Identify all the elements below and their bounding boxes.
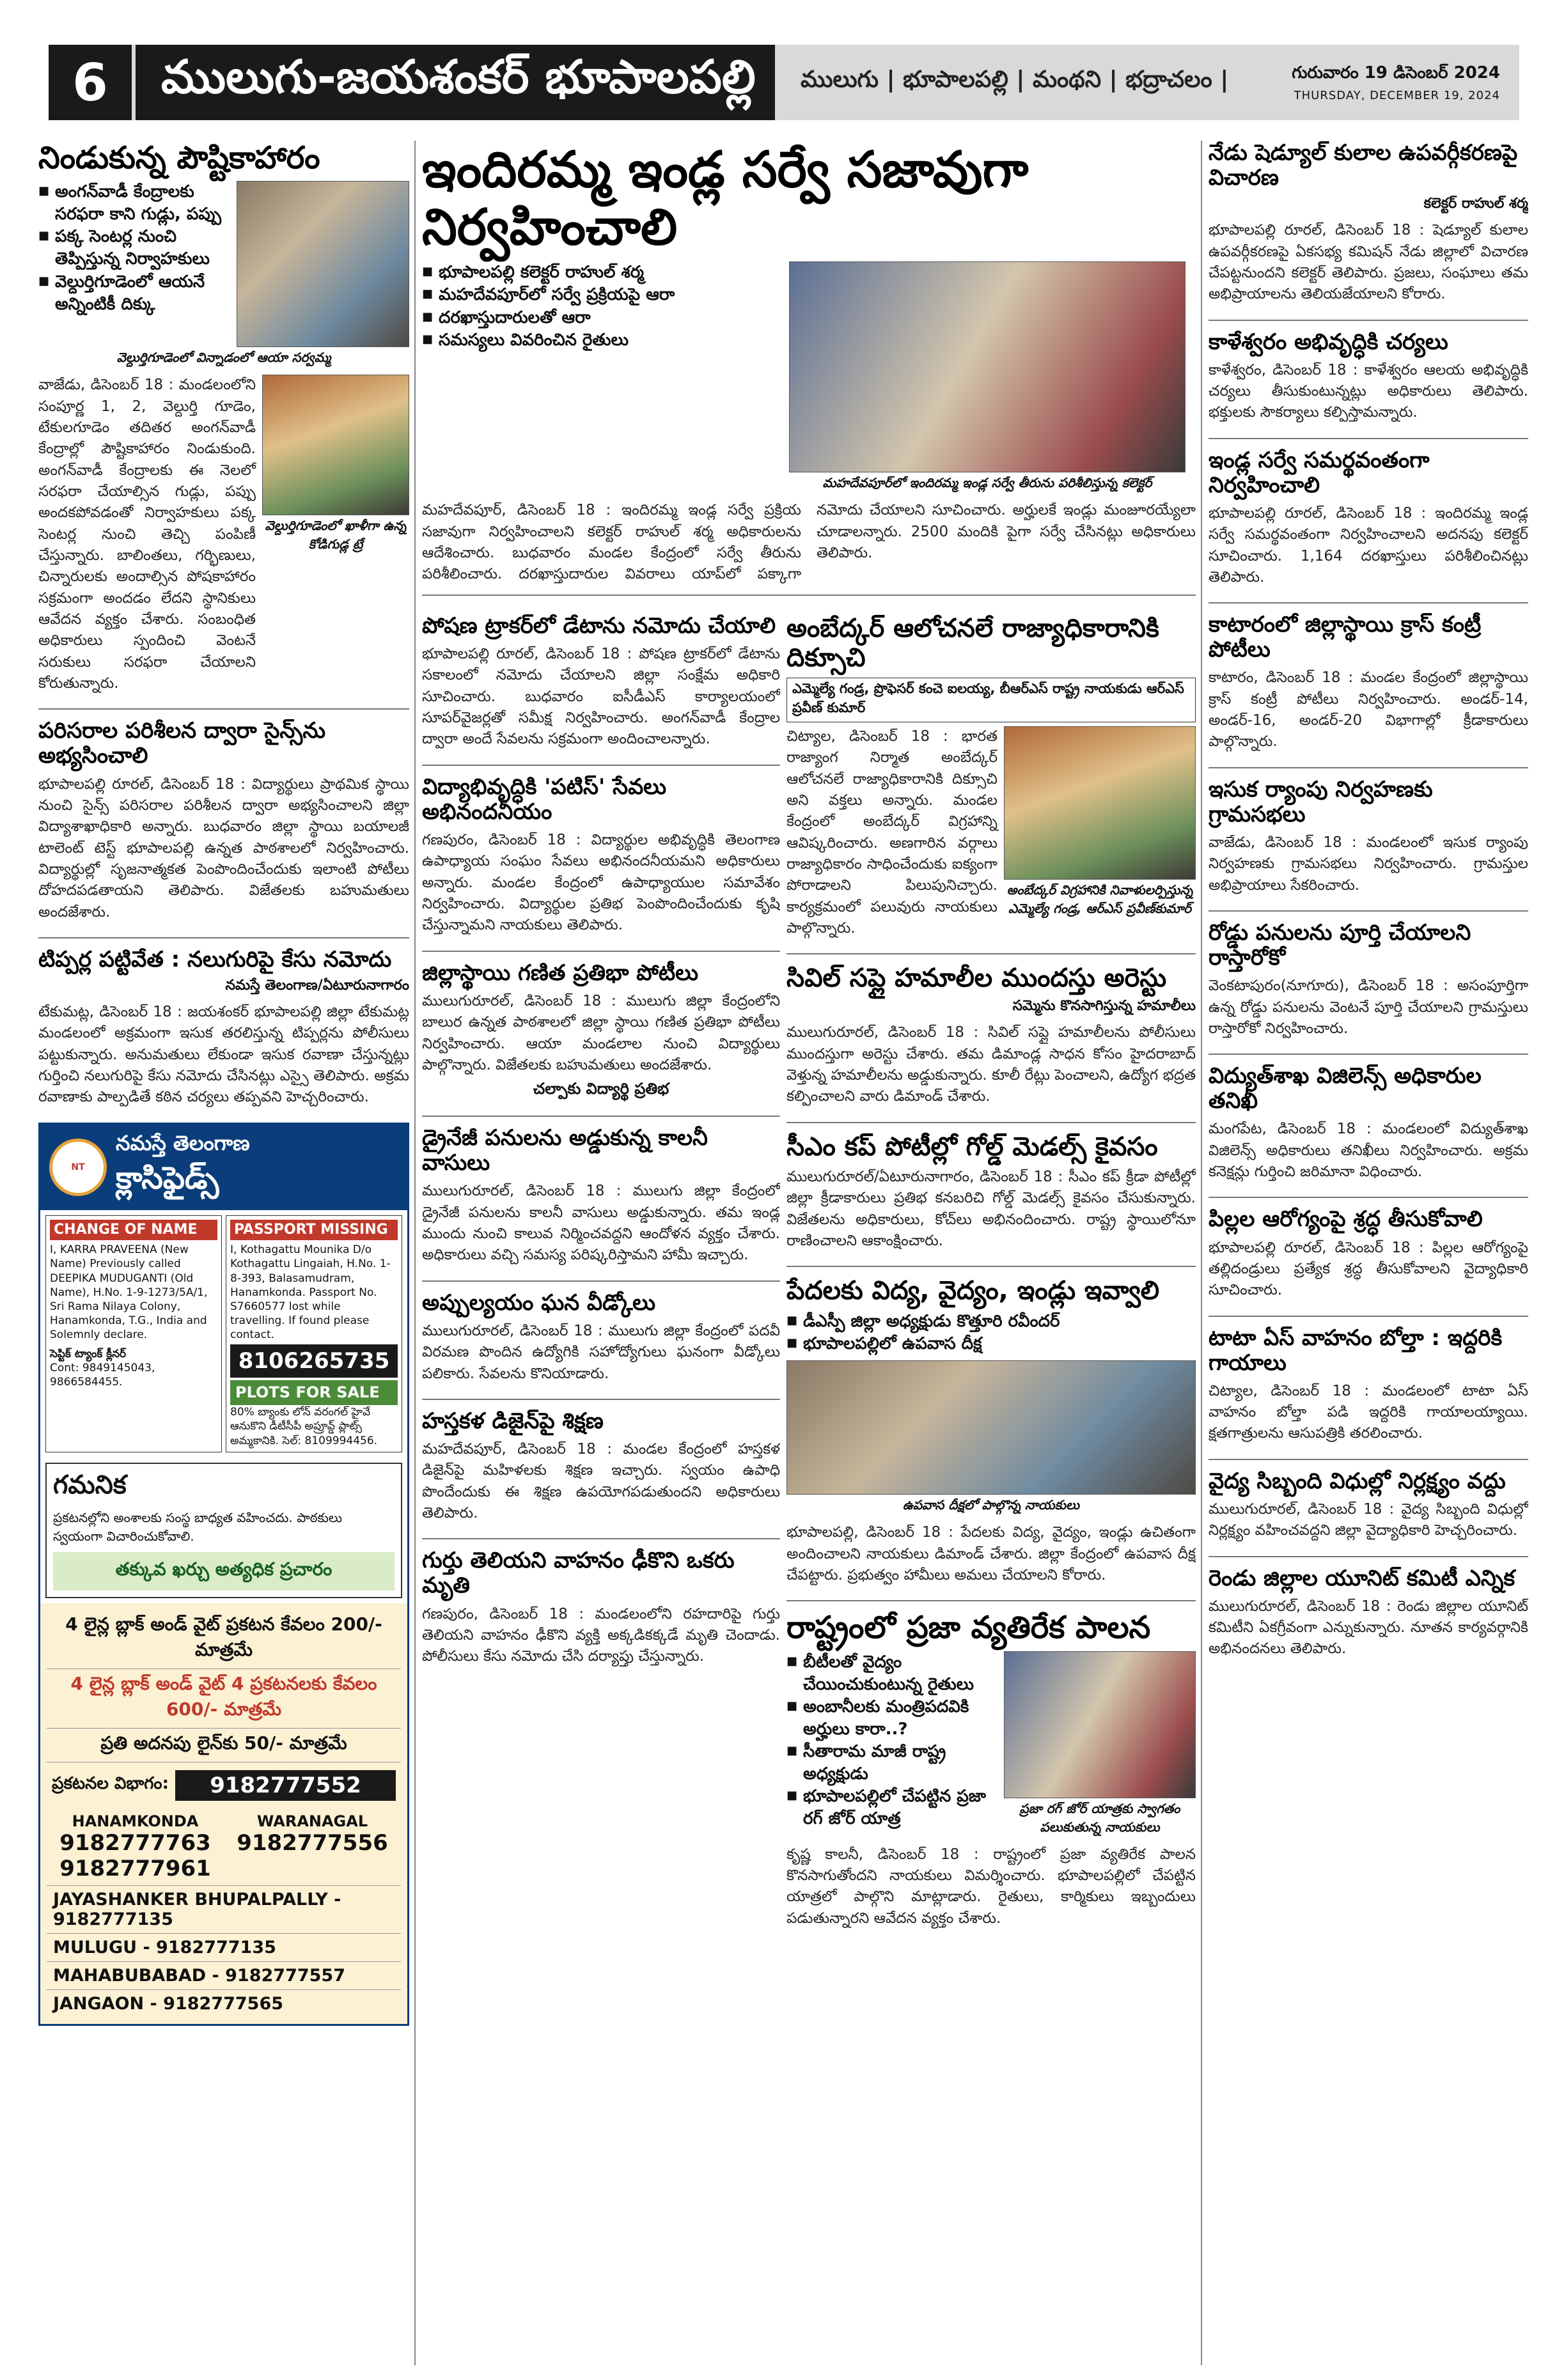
divider — [1209, 1054, 1528, 1055]
story-body: భూపాలపల్లి రూరల్, డిసెంబర్ 18 : షెడ్యూల్ కులాల ఉపవర్గీకరణపై ఏకసభ్య కమిషన్ నేడు జిల్లాలో విచారణ చేపట్టనుందని కలెక్టర్ తెలిపారు. ప్రజలు, సంఘాలు తమ అభిప్రాయాలను తెలియజేయాలని కోరారు. — [1209, 222, 1528, 303]
photo-caption: ఉపవాస దీక్షలో పాల్గొన్న నాయకులు — [902, 1497, 1080, 1513]
story-body: కృష్ణ కాలనీ, డిసెంబర్ 18 : రాష్ట్రంలో ప్రజా వ్యతిరేక పాలన కొనసాగుతోందని నాయకులు విమర్శించారు. భూపాలపల్లిలో చేపట్టిన యాత్రలో పాల్గొని మాట్లాడారు. రైతులు, కార్మికులు ఇబ్బందులు పడుతున్నారని ఆవేదన వ్యక్తం చేశారు. — [786, 1846, 1196, 1927]
edition-title: ములుగు-జయశంకర్ భూపాలపల్లి — [136, 45, 775, 120]
notice-box — [45, 1463, 402, 1598]
divider — [1209, 320, 1528, 321]
story-science — [38, 719, 409, 923]
story-body: భూపాలపల్లి రూరల్, డిసెంబర్ 18 : విద్యార్థులు ప్రాథమిక స్థాయి నుంచి సైన్స్ పరిసరాల పరిశీలన ద్వారా అభ్యసించాలని జిల్లా విద్యాశాఖాధికారి అన్నారు. బుధవారం జిల్లా స్థాయి బయాలజీ టాలెంట్ టెస్ట్ భూపాలపల్లి ఉన్నత పాఠశాలలో నిర్వహించారు. విద్యార్థుల్లో సృజనాత్మకత పెంపొందించేందుకు ఇలాంటి పోటీలు దోహదపడతాయని తెలిపారు. విజేతలకు బహుమతులు అందజేశారు. — [38, 775, 409, 921]
headline: టిప్పర్ల పట్టివేత : నలుగురిపై కేసు నమోదు — [38, 946, 392, 972]
story-maths — [422, 961, 780, 1101]
bullet: ■ మహదేవపూర్‌లో సర్వే ప్రక్రియపై ఆరా — [422, 284, 780, 306]
story-body: చిట్యాల, డిసెంబర్ 18 : భారత రాజ్యాంగ నిర్మాత అంబేద్కర్ ఆలోచనలే రాజ్యాధికారానికి దిక్సూచి అని వక్తలు అన్నారు. మండల కేంద్రంలో అంబేద్కర్ విగ్రహాన్ని ఆవిష్కరించారు. అణగారిన వర్గాలు రాజ్యాధికారం సాధించేందుకు ఐక్యంగా పోరాడాలని పిలుపునిచ్చారు. కార్యక్రమంలో పలువురు నాయకులు పాల్గొన్నారు. — [786, 728, 998, 937]
classifieds-block — [38, 1123, 409, 2026]
divider — [1209, 602, 1528, 603]
headline: హస్తకళ డిజైన్‌పై శిక్షణ — [422, 1408, 604, 1434]
story-poor — [786, 1276, 1196, 1586]
story-body: వాజేడు, డిసెంబర్ 18 : మండలంలోని సంపూర్ణ 1, 2, వెల్దుర్తి గూడెం, టేకులగూడెం తదితర అంగన్‌వాడీ కేంద్రాల్లో పౌష్టికాహారం నిండుకుంది. అంగన్‌వాడీ కేంద్రాలకు ఈ నెలలో సరఫరా చేయాల్సిన గుడ్లు, పప్పు అందకపోవడంతో నిర్వాహకులు పక్క సెంటర్ల నుంచి తెచ్చి పంపిణీ చేస్తున్నారు. బాలింతలు, గర్భిణులు, చిన్నారులకు అందాల్సిన పోషకాహారం సక్రమంగా అందడం లేదని స్థానికులు ఆవేదన వ్యక్తం చేశారు. సంబంధిత అధికారులు స్పందించి వెంటనే సరుకులు సరఫరా చేయాలని కోరుతున్నారు. — [38, 377, 256, 692]
story-body: వెంకటాపురం(నూగూరు), డిసెంబర్ 18 : అసంపూర్తిగా ఉన్న రోడ్డు పనులను వెంటనే పూర్తి చేయాలని గ్రామస్తులు రాస్తారోకో నిర్వహించారు. — [1209, 977, 1528, 1037]
story-body: టేకుమట్ల, డిసెంబర్ 18 : జయశంకర్ భూపాలపల్లి జిల్లా టేకుమట్ల మండలంలో అక్రమంగా ఇసుక తరలిస్తున్న టిప్పర్లను పోలీసులు పట్టుకున్నారు. అనుమతులు లేకుండా ఇసుక రవాణా చేస్తున్నట్లు గుర్తించి నలుగురిపై కేసు నమోదు చేసినట్లు ఎస్సై తెలిపారు. అక్రమ రవాణాకు పాల్పడితే కఠిన చర్యలు తప్పవని హెచ్చరించారు. — [38, 1004, 409, 1106]
phone-row: JAYASHANKER BHUPALPALLY - 9182777135 — [47, 1885, 401, 1933]
phone-number: 9182777961 — [59, 1855, 211, 1881]
divider — [422, 951, 780, 952]
divider — [1209, 767, 1528, 768]
story-state-rule — [786, 1610, 1196, 1929]
story-photo — [1004, 1651, 1196, 1798]
bullet: ■ వెల్దుర్తిగూడెంలో ఆయనే అన్నింటికీ దిక్కు — [38, 271, 230, 316]
phone-row: MAHABUBABAD - 9182777557 — [47, 1961, 401, 1989]
ad-dept — [47, 1762, 401, 1808]
newspaper-seal-icon: NT — [49, 1139, 107, 1196]
phone-hanamkonda — [47, 1808, 224, 1885]
phone-row: JANGAON - 9182777565 — [47, 1989, 401, 2018]
story-body: మహదేవపూర్, డిసెంబర్ 18 : మండల కేంద్రంలో హస్తకళ డిజైన్‌పై మహిళలకు శిక్షణ ఇచ్చారు. స్వయం ఉపాధి పొందేందుకు ఈ శిక్షణ ఉపయోగపడుతుందని అధికారులు తెలిపారు. — [422, 1440, 780, 1521]
divider — [38, 937, 409, 938]
bullet: ■ భూపాలపల్లిలో ఉపవాస దీక్ష — [786, 1333, 1196, 1355]
page-number: 6 — [49, 45, 132, 120]
notice-title: CHANGE OF NAME — [50, 1220, 217, 1241]
story-tata-ace — [1209, 1326, 1528, 1445]
story-education — [422, 775, 780, 937]
headline: అంబేద్కర్ ఆలోచనలే రాజ్యాధికారానికి దిక్సూచి — [786, 614, 1159, 673]
headline: జిల్లాస్థాయి గణిత ప్రతిభా పోటీలు — [422, 960, 698, 986]
bullet: ■ సీతారామ మాజీ రాష్ట్ర అధ్యక్షుడు — [786, 1741, 998, 1785]
divider — [1209, 1197, 1528, 1198]
headline: పిల్లల ఆరోగ్యంపై శ్రద్ధ తీసుకోవాలి — [1209, 1206, 1483, 1233]
divider — [422, 595, 1196, 596]
story-body: చిట్యాల, డిసెంబర్ 18 : మండలంలో టాటా ఏస్ వాహనం బోల్తా పడి ఇద్దరికి గాయాలయ్యాయి. క్షతగాత్రులను ఆసుపత్రికి తరలించారు. — [1209, 1382, 1528, 1442]
story-farewell — [422, 1291, 780, 1385]
story-accident — [422, 1548, 780, 1667]
story-body: భూపాలపల్లి, డిసెంబర్ 18 : పేదలకు విద్య, వైద్యం, ఇండ్లు ఉచితంగా అందించాలని నాయకులు డిమాండ్ చేశారు. జిల్లా కేంద్రంలో ఉపవాస దీక్ష చేపట్టారు. ప్రభుత్వం హామీలు అమలు చేయాలని కోరారు. — [786, 1524, 1196, 1584]
bullet: ■ అంగన్‌వాడీ కేంద్రాలకు సరఫరా కాని గుడ్లు, పప్పు — [38, 181, 230, 226]
date-telugu: గురువారం 19 డిసెంబర్ 2024 — [1292, 63, 1500, 82]
notice-box-text: ప్రకటనల్లోని అంశాలకు సంస్థ బాధ్యత వహించదు. పాఠకులు స్వయంగా విచారించుకోవాలి. — [53, 1509, 343, 1544]
headline: సివిల్ సప్లై హమాలీల ముందస్తు అరెస్టు — [786, 963, 1167, 993]
story-anganwadi — [38, 141, 409, 694]
story-body: ములుగురూరల్/ఏటూరునాగారం, డిసెంబర్ 18 : సీఎం కప్ క్రీడా పోటీల్లో జిల్లా క్రీడాకారులు ప్రతిభ కనబరిచి గోల్డ్ మెడల్స్ కైవసం చేసుకున్నారు. విజేతలను అధికారులు, కోచ్‌లు అభినందించారు. రాష్ట్ర స్థాయిలోనూ రాణించాలని ఆకాంక్షించారు. — [786, 1168, 1196, 1249]
headline: గుర్తు తెలియని వాహనం ఢీకొని ఒకరు మృతి — [422, 1548, 735, 1599]
story-body: గణపురం, డిసెంబర్ 18 : మండలంలోని రహదారిపై గుర్తు తెలియని వాహనం ఢీకొని వ్యక్తి అక్కడికక్కడే మృతి చెందాడు. పోలీసులు కేసు నమోదు చేసి దర్యాప్తు చేస్తున్నారు. — [422, 1605, 780, 1665]
headline: రెండు జిల్లాల యూనిట్ కమిటీ ఎన్నిక — [1209, 1565, 1515, 1591]
story-body: కాటారం, డిసెంబర్ 18 : మండల కేంద్రంలో జిల్లాస్థాయి క్రాస్ కంట్రీ పోటీలు నిర్వహించారు. అండర్-14, అండర్-16, అండర్-20 విభాగాల్లో క్రీడాకారులు పాల్గొన్నారు. — [1209, 669, 1528, 751]
photo-caption: అంబేద్కర్ విగ్రహానికి నివాళులర్పిస్తున్న ఎమ్మెల్యే గండ్ర, ఆర్ఎస్ ప్రవీణ్‌కుమార్ — [1006, 882, 1193, 916]
divider — [1209, 910, 1528, 912]
kicker: ఎమ్మెల్యే గండ్ర, ప్రొఫెసర్ కంచె ఐలయ్య, బీఆర్‌ఎస్ రాష్ట్ర నాయకుడు ఆర్ఎస్ ప్రవీణ్ కుమార్ — [786, 678, 1196, 722]
masthead — [49, 45, 1519, 120]
divider — [1209, 438, 1528, 439]
bullet: ■ డీఎస్పీ జిల్లా అధ్యక్షుడు కొత్తూరి రవీందర్ — [786, 1311, 1196, 1333]
story-body: ములుగురూరల్, డిసెంబర్ 18 : ములుగు జిల్లా కేంద్రంలో పదవీ విరమణ పొందిన ఉద్యోగికి సహోద్యోగులు ఘనంగా వీడ్కోలు పలికారు. సేవలను కొనియాడారు. — [422, 1322, 780, 1382]
rate-line: 4 లైన్ల బ్లాక్ అండ్ వైట్ 4 ప్రకటనలకు కేవలం 600/- మాత్రమే — [47, 1669, 401, 1729]
classifieds-rates — [40, 1603, 407, 2024]
byline: సమ్మెను కొనసాగిస్తున్న హమాలీలు — [1012, 998, 1196, 1015]
photo-caption: మహదేవపూర్‌లో ఇందిరమ్మ ఇండ్ల సర్వే తీరును పరిశీలిస్తున్న కలెక్టర్ — [822, 475, 1152, 491]
divider — [786, 1600, 1196, 1601]
banner-story — [422, 142, 1196, 605]
story-photo — [237, 181, 409, 347]
story-body: మంగపేట, డిసెంబర్ 18 : మండలంలో విద్యుత్‌శాఖ విజిలెన్స్ అధికారులు తనిఖీలు నిర్వహించారు. అక్రమ కనెక్షన్లు గుర్తించి జరిమానా విధించారు. — [1209, 1121, 1528, 1181]
headline: పోషణ ట్రాకర్‌లో డేటాను నమోదు చేయాలి — [422, 614, 776, 639]
story-sand-ramp — [1209, 777, 1528, 896]
column-right — [1209, 141, 1528, 1674]
story-kaleshwaram — [1209, 330, 1528, 424]
story-child-health — [1209, 1207, 1528, 1301]
story-handicraft — [422, 1409, 780, 1524]
bullet: ■ పక్క సెంటర్ల నుంచి తెప్పిస్తున్న నిర్వాహకులు — [38, 226, 230, 270]
story-poshan — [422, 614, 780, 751]
story-body: ములుగురూరల్, డిసెంబర్ 18 : ములుగు జిల్లా కేంద్రంలో డ్రైనేజీ పనులను కాలనీ వాసులు అడ్డుకున్నారు. తమ ఇండ్ల ముందు నుంచి కాలువ నిర్మించవద్దని ఆందోళన వ్యక్తం చేశారు. అధికారులు వచ్చి సమస్య పరిష్కరిస్తామని హామీ ఇచ్చారు. — [422, 1183, 780, 1264]
divider — [1209, 1556, 1528, 1557]
septek-ad: సెప్టిక్ ట్యాంక్ క్లీనర్ — [50, 1348, 127, 1360]
classifieds-brand: నమస్తే తెలంగాణ — [116, 1130, 250, 1155]
story-bullets — [786, 1311, 1196, 1355]
bullet: ■ దరఖాస్తుదారులతో ఆరా — [422, 307, 780, 329]
subhead: చల్పాకు విద్యార్థి ప్రతిభ — [533, 1080, 669, 1098]
story-body: భూపాలపల్లి రూరల్, డిసెంబర్ 18 : ఇందిరమ్మ ఇండ్ల సర్వే సమర్థవంతంగా నిర్వహించాలని అదనపు కలెక్టర్ సూచించారు. 1,164 దరఖాస్తులు పరిశీలించినట్లు తెలిపారు. — [1209, 504, 1528, 586]
dateline — [1251, 45, 1519, 120]
divider — [786, 1122, 1196, 1123]
notice-box-title: గమనిక — [53, 1470, 127, 1500]
bullet: ■ భూపాలపల్లిలో చేపట్టిన ప్రజా రగ్ జోర్ యాత్ర — [786, 1785, 998, 1830]
notice-title: PASSPORT MISSING — [230, 1220, 398, 1241]
story-drainage — [422, 1126, 780, 1266]
column-rule — [1201, 141, 1202, 2365]
phone-row: MULUGU - 9182777135 — [47, 1933, 401, 1961]
headline: నేడు షెడ్యూల్ కులాల ఉపవర్గీకరణపై విచారణ — [1209, 141, 1518, 191]
story-photo — [1004, 726, 1196, 880]
column-center-right — [786, 614, 1196, 1943]
bullet: ■ అంబానీలకు మంత్రిపదవికి అర్హులు కారా..? — [786, 1696, 998, 1741]
story-road — [1209, 921, 1528, 1039]
photo-caption: ప్రజా రగ్ జోర్ యాత్రకు స్వాగతం పలుకుతున్న నాయకులు — [1019, 1800, 1180, 1835]
photo-caption: వెల్దుర్తిగూడెంలో విన్నాడంలో ఆయా సర్వమ్మ — [116, 350, 331, 366]
headline: అప్పుల్యయం ఘన వీడ్కోలు — [422, 1289, 656, 1316]
headline: కాళేశ్వరం అభివృద్ధికి చర్యలు — [1209, 329, 1448, 355]
divider — [422, 765, 780, 766]
headline: పరిసరాల పరిశీలన ద్వారా సైన్స్‌ను అభ్యసించాలి — [38, 718, 325, 769]
passport-phone: 8106265735 — [230, 1344, 398, 1378]
story-cm-cup — [786, 1132, 1196, 1252]
city-label: HANAMKONDA — [72, 1812, 199, 1830]
divider — [38, 708, 409, 710]
notice-text: I, Kothagattu Mounika D/o Kothagattu Lingaiah, H.No. 1-8-393, Balasamudram, Hanamkonda. Passport No. S7660577 lost while travelling. If found please contact. — [230, 1243, 391, 1341]
story-body: ములుగురూరల్, డిసెంబర్ 18 : సివిల్ సప్లై హమాలీలను పోలీసులు ముందస్తుగా అరెస్టు చేశారు. తమ డిమాండ్ల సాధన కోసం హైదరాబాద్ వెళ్తున్న హమాలీలను అడ్డుకున్నారు. కూలీ రేట్లు పెంచాలని, ఉద్యోగ భద్రత కల్పించాలని వారు డిమాండ్ చేశారు. — [786, 1024, 1196, 1105]
ad-dept-label: ప్రకటనల విభాగం: — [52, 1773, 169, 1793]
story-bullets — [38, 181, 230, 342]
headline: టాటా ఏస్ వాహనం బోల్తా : ఇద్దరికి గాయాలు — [1209, 1325, 1503, 1376]
date-english: THURSDAY, DECEMBER 19, 2024 — [1294, 88, 1500, 102]
headline: విద్యుత్‌శాఖ విజిలెన్స్ అధికారుల తనిఖీ — [1209, 1063, 1482, 1114]
divider — [786, 953, 1196, 954]
headline: రోడ్డు పనులను పూర్తి చేయాలని రాస్తారోకో — [1209, 920, 1471, 971]
headline: సీఎం కప్ పోటీల్లో గోల్డ్ మెడల్స్ కైవసం — [786, 1132, 1158, 1162]
story-body: కాళేశ్వరం, డిసెంబర్ 18 : కాళేశ్వరం ఆలయ అభివృద్ధికి చర్యలు తీసుకుంటున్నట్లు అధికారులు తెలిపారు. భక్తులకు సౌకర్యాలు కల్పిస్తామన్నారు. — [1209, 361, 1528, 421]
story-medical-staff — [1209, 1469, 1528, 1542]
story-ambedkar — [786, 614, 1196, 939]
divider — [422, 1538, 780, 1539]
divider — [422, 1399, 780, 1400]
headline: రాష్ట్రంలో ప్రజా వ్యతిరేక పాలన — [786, 1610, 1151, 1646]
story-photo — [786, 1360, 1196, 1495]
column-center-left — [422, 614, 780, 1682]
headline: వైద్య సిబ్బంది విధుల్లో నిర్లక్ష్యం వద్దు — [1209, 1468, 1506, 1494]
phones-grid — [47, 1808, 401, 1885]
rate-line: ప్రతి అదనపు లైన్‌కు 50/- మాత్రమే — [47, 1729, 401, 1762]
green-ad: తక్కువ ఖర్చు అత్యధిక ప్రచారం — [53, 1552, 395, 1591]
story-unit-committee — [1209, 1566, 1528, 1660]
passport-notice — [226, 1215, 402, 1452]
phone-number: 9182777763 — [59, 1830, 211, 1856]
story-sc-classification — [1209, 141, 1528, 306]
byline: నమస్తే తెలంగాణ/ఏటూరునాగారం — [225, 977, 409, 994]
story-body: ములుగురూరల్, డిసెంబర్ 18 : వైద్య సిబ్బంది విధుల్లో నిర్లక్ష్యం వహించవద్దని జిల్లా వైద్యాధికారి హెచ్చరించారు. — [1209, 1500, 1528, 1539]
headline: కాటారంలో జిల్లాస్థాయి క్రాస్ కంట్రీ పోటీలు — [1209, 612, 1482, 663]
sub-editions: ములుగు | భూపాలపల్లి | మంథని | భద్రాచలం | — [801, 66, 1229, 93]
headline: డ్రైనేజీ పనులను అడ్డుకున్న కాలనీ వాసులు — [422, 1125, 708, 1176]
banner-headline: ఇందిరమ్మ ఇండ్ల సర్వే సజావుగా నిర్వహించాలి — [422, 141, 1029, 256]
city-label: WARANAGAL — [256, 1812, 368, 1830]
ad-dept-phone: 9182777552 — [175, 1770, 396, 1801]
divider — [422, 1116, 780, 1117]
plots-title: PLOTS FOR SALE — [230, 1380, 398, 1405]
story-body: భూపాలపల్లి రూరల్, డిసెంబర్ 18 : పిల్లల ఆరోగ్యంపై తల్లిదండ్రులు ప్రత్యేక శ్రద్ధ తీసుకోవాలని వైద్యాధికారి సూచించారు. — [1209, 1239, 1528, 1299]
bullet: ■ బీటీలతో వైద్యం చేయించుకుంటున్న రైతులు — [786, 1651, 998, 1696]
classifieds-label: క్లాసిఫైడ్స్ — [116, 1160, 219, 1196]
divider — [1209, 1459, 1528, 1460]
headline: ఇసుక ర్యాంపు నిర్వహణకు గ్రామసభలు — [1209, 776, 1433, 827]
notice-text: I, KARRA PRAVEENA (New Name) Previously called DEEPIKA MUDUGANTI (Old Name), H.No. 1-9-1273/5A/1, Sri Rama Nilaya Colony, Hanamkonda, T.G., India and Solemnly declare. — [50, 1243, 208, 1341]
septek-contact: Cont: 9849145043, 9866584455. — [50, 1362, 155, 1389]
bullet: ■ భూపాలపల్లి కలెక్టర్ రాహుల్ శర్మ — [422, 261, 780, 284]
byline: కలెక్టర్ రాహుల్ శర్మ — [1423, 196, 1528, 212]
plots-text: 80% బ్యాంకు లోన్ వరంగల్ హైవే ఆనుకొని డీటీసీపీ అప్రూవ్డ్ ప్లాట్స్ అమ్మకానికి. సెల్: 8109994456. — [230, 1406, 378, 1447]
story-hamali — [786, 963, 1196, 1107]
story-vigilance — [1209, 1064, 1528, 1183]
story-photo — [262, 375, 409, 515]
divider — [786, 1266, 1196, 1267]
classifieds-notices — [40, 1210, 407, 1458]
headline: పేదలకు విద్య, వైద్యం, ఇండ్లు ఇవ్వాలి — [786, 1276, 1160, 1306]
story-cross-country — [1209, 612, 1528, 753]
story-body: ములుగురూరల్, డిసెంబర్ 18 : రెండు జిల్లాల యూనిట్ కమిటీని ఏకగ్రీవంగా ఎన్నుకున్నారు. నూతన కార్యవర్గానికి అభినందనలు తెలిపారు. — [1209, 1598, 1528, 1658]
divider — [422, 1280, 780, 1282]
rate-line: 4 లైన్ల బ్లాక్ అండ్ వైట్ ప్రకటన కేవలం 200/- మాత్రమే — [47, 1610, 401, 1669]
story-body: వాజేడు, డిసెంబర్ 18 : మండలంలో ఇసుక ర్యాంపు నిర్వహణకు గ్రామసభలు నిర్వహించారు. గ్రామస్తుల అభిప్రాయాలు సేకరించారు. — [1209, 834, 1528, 894]
story-house-survey — [1209, 448, 1528, 589]
story-body: భూపాలపల్లి రూరల్, డిసెంబర్ 18 : పోషణ ట్రాకర్‌లో డేటాను సకాలంలో నమోదు చేయాలని జిల్లా సంక్షేమ అధికారి సూచించారు. బుధవారం ఐసీడీఎస్ కార్యాలయంలో సూపర్‌వైజర్లతో సమీక్ష నిర్వహించారు. అంగన్‌వాడీ కేంద్రాల ద్వారా అందే సేవలను సక్రమంగా అందించాలన్నారు. — [422, 646, 780, 748]
divider — [1209, 1316, 1528, 1317]
classifieds-header — [40, 1124, 407, 1210]
story-body: గణపురం, డిసెంబర్ 18 : విద్యార్థుల అభివృద్ధికి తెలంగాణ ఉపాధ్యాయ సంఘం సేవలు అభినందనీయమని అధికారులు అన్నారు. మండల కేంద్రంలో ఉపాధ్యాయుల సమావేశం నిర్వహించారు. విద్యార్థుల ప్రతిభ పెంపొందించేందుకు కృషి చేస్తున్నామని నాయకులు తెలిపారు. — [422, 832, 780, 934]
story-bullets — [786, 1651, 998, 1839]
photo-caption: వెల్దుర్తిగూడెంలో ఖాళీగా ఉన్న కోడిగుడ్ల ట్రే — [265, 518, 407, 552]
column-rule — [414, 141, 416, 2365]
headline: విద్యాభివృద్ధికి 'పటిస్' సేవలు అభినందనీయం — [422, 774, 667, 825]
banner-body: మహదేవపూర్, డిసెంబర్ 18 : ఇందిరమ్మ ఇండ్ల సర్వే ప్రక్రియ సజావుగా నిర్వహించాలని కలెక్టర్ రాహుల్ శర్మ అధికారులను ఆదేశించారు. బుధవారం మండల కేంద్రంలో సర్వే తీరును పరిశీలించారు. దరఖాస్తుదారుల వివరాలు యాప్‌లో పక్కాగా నమోదు చేయాలని సూచించారు. అర్హులకే ఇండ్లు మంజూరయ్యేలా చూడాలన్నారు. 2500 మందికి పైగా సర్వే చేసినట్లు అధికారులు తెలిపారు. — [422, 502, 1196, 583]
story-tippers — [38, 947, 409, 1108]
phone-warangal — [224, 1808, 401, 1885]
headline: ఇండ్ల సర్వే సమర్థవంతంగా నిర్వహించాలి — [1209, 447, 1430, 498]
story-body: ములుగురూరల్, డిసెంబర్ 18 : ములుగు జిల్లా కేంద్రంలోని బాలుర ఉన్నత పాఠశాలలో జిల్లా స్థాయి గణిత ప్రతిభా పోటీలు నిర్వహించారు. ఆయా మండలాల నుంచి విద్యార్థులు పాల్గొన్నారు. విజేతలకు బహుమతులు అందజేశారు. — [422, 992, 780, 1073]
phone-number: 9182777556 — [237, 1830, 388, 1856]
headline: నిండుకున్న పౌష్టికాహారం — [38, 141, 320, 176]
change-of-name-notice — [45, 1215, 222, 1452]
banner-photo — [789, 261, 1185, 472]
banner-bullets — [422, 261, 780, 495]
column-left — [38, 141, 409, 2026]
bullet: ■ సమస్యలు వివరించిన రైతులు — [422, 329, 780, 352]
